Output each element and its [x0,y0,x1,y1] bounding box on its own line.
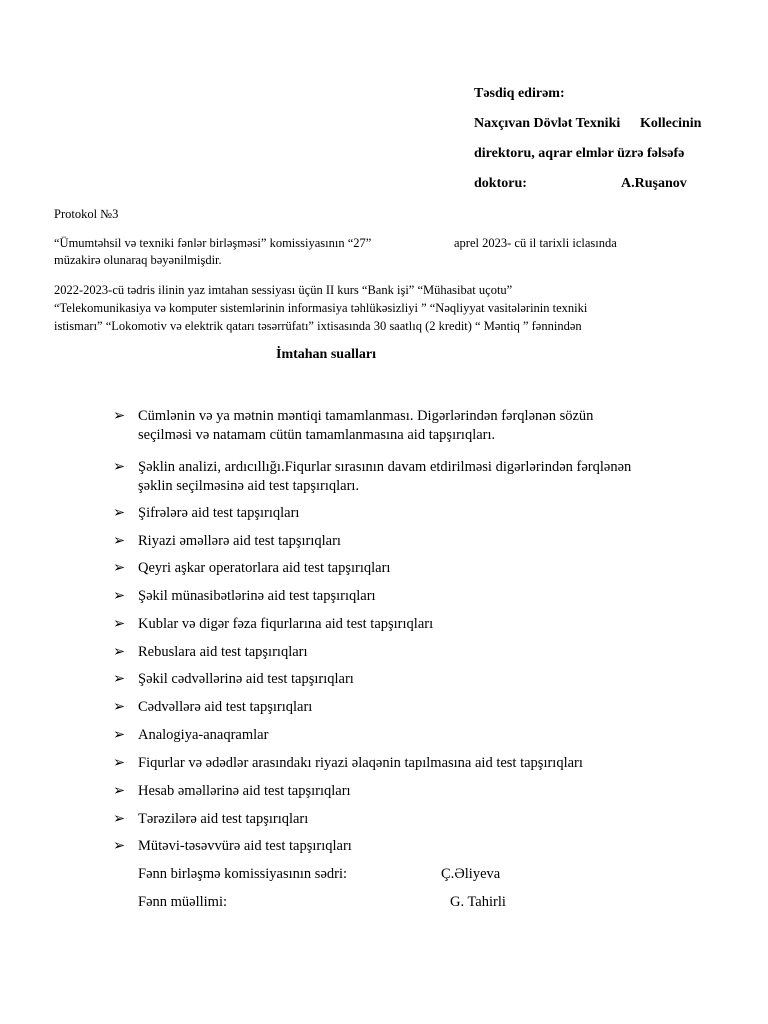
arrow-bullet-icon: ➢ [113,671,126,687]
list-item-line: Qeyri aşkar operatorlara aid test tapşırıqları [138,560,391,576]
arrow-bullet-icon: ➢ [113,755,126,771]
list-item-line: Şəkil cədvəllərinə aid test tapşırıqları [138,671,354,687]
list-item [113,754,673,774]
approval-doctor-label: doktoru: [474,176,527,191]
list-item [113,407,673,447]
list-item [113,615,673,635]
list-item [113,726,673,746]
chair-name: Ç.Əliyeva [441,866,501,882]
list-item-line: Şifrələrə aid test tapşırıqları [138,505,300,521]
list-item-line: seçilməsi və natamam cütün tamamlanmasına aid tapşırıqları. [138,427,496,443]
list-item [113,504,673,524]
list-item [113,837,673,857]
list-item [113,670,673,690]
arrow-bullet-icon: ➢ [113,505,126,521]
arrow-bullet-icon: ➢ [113,699,126,715]
arrow-bullet-icon: ➢ [113,838,126,854]
list-item [113,643,673,663]
teacher-name: G. Tahirli [450,894,506,910]
arrow-bullet-icon: ➢ [113,811,126,827]
session-line-3: istismarı” “Lokomotiv və elektrik qatarı təsərrüfatı” ixtisasında 30 saatlıq (2 kredit) “ Məntiq ” fənnindən [54,319,582,333]
list-item [113,782,673,802]
arrow-bullet-icon: ➢ [113,644,126,660]
arrow-bullet-icon: ➢ [113,533,126,549]
arrow-bullet-icon: ➢ [113,588,126,604]
list-item-line: Cədvəllərə aid test tapşırıqları [138,699,313,715]
list-item-line: Fiqurlar və ədədlər arasındakı riyazi əlaqənin tapılmasına aid test tapşırıqları [138,755,583,771]
approval-signatory-name: A.Ruşanov [621,176,687,191]
approval-heading: Təsdiq edirəm: [474,86,565,101]
list-item-line: Analogiya-anaqramlar [138,727,269,743]
intro-line-2: müzakirə olunaraq bəyənilmişdir. [54,253,222,267]
approval-director-title: direktoru, aqrar elmlər üzrə fəlsəfə [474,146,685,161]
list-item-line: Mütəvi-təsəvvürə aid test tapşırıqları [138,838,352,854]
list-item-line: Cümlənin və ya mətnin məntiqi tamamlanması. Digərlərindən fərqlənən sözün [138,408,594,424]
list-item [113,810,673,830]
intro-line-1b: aprel 2023- cü il tarixli iclasında [454,236,617,250]
session-line-1: 2022-2023-cü tədris ilinin yaz imtahan sessiyası üçün II kurs “Bank işi” “Mühasibat uçotu” [54,283,513,297]
list-item-line: Riyazi əməllərə aid test tapşırıqları [138,533,341,549]
chair-label: Fənn birləşmə komissiyasının sədri: [138,866,348,882]
arrow-bullet-icon: ➢ [113,408,126,424]
session-line-2: “Telekomunikasiya və komputer sistemlərinin informasiya təhlükəsizliyi ” “Nəqliyyat vasitələrinin texniki [54,301,588,315]
approval-college-word: Kollecinin [640,116,702,131]
arrow-bullet-icon: ➢ [113,783,126,799]
exam-questions-title: İmtahan sualları [276,347,376,362]
arrow-bullet-icon: ➢ [113,560,126,576]
list-item-line: Kublar və digər fəza fiqurlarına aid test tapşırıqları [138,616,434,632]
teacher-label: Fənn müəllimi: [138,894,228,910]
list-item [113,698,673,718]
list-item-line: Şəkil münasibətlərinə aid test tapşırıqları [138,588,376,604]
list-item-line: Şəklin analizi, ardıcıllığı.Fiqurlar sırasının davam etdirilməsi digərlərindən fərqlənən [138,459,632,475]
approval-college-name: Naxçıvan Dövlət Texniki [474,116,621,131]
arrow-bullet-icon: ➢ [113,459,126,475]
protocol-number: Protokol №3 [54,207,119,221]
list-item-line: Tərəzilərə aid test tapşırıqları [138,811,309,827]
list-item-line: Rebuslara aid test tapşırıqları [138,644,308,660]
arrow-bullet-icon: ➢ [113,616,126,632]
list-item [113,458,673,498]
list-item-line: Hesab əməllərinə aid test tapşırıqları [138,783,351,799]
arrow-bullet-icon: ➢ [113,727,126,743]
list-item-line: şəklin seçilməsinə aid test tapşırıqları. [138,478,360,494]
intro-line-1a: “Ümumtəhsil və texniki fənlər birləşməsi” komissiyasının “27” [54,236,372,250]
list-item [113,559,673,579]
list-item [113,587,673,607]
list-item [113,532,673,552]
